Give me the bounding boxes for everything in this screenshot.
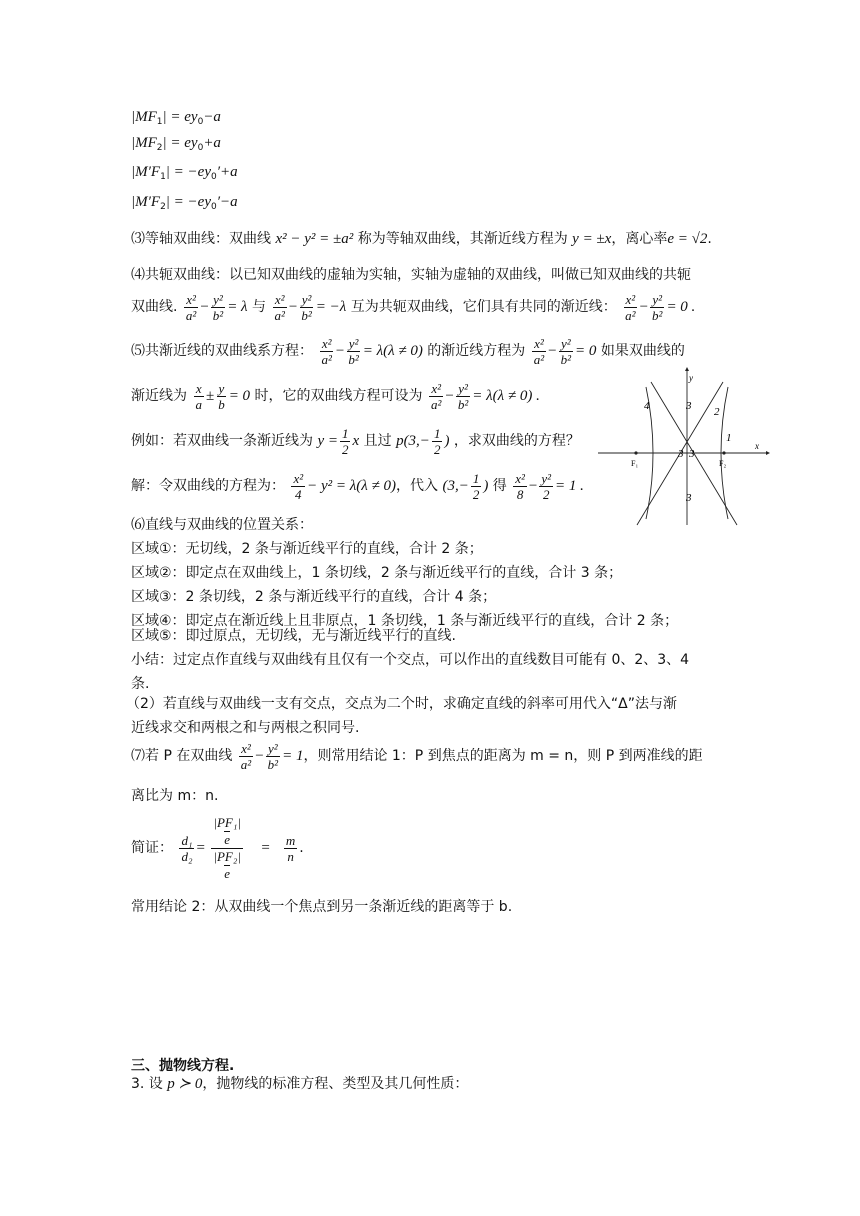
focal-formula-2: $|MF_2| = ey_0+a$ [131,135,221,153]
summary-line-2: 条. [131,676,150,692]
conjugate-line-1: ⑷共轭双曲线：以已知双曲线的虚轴为实轴，实轴为虚轴的双曲线，叫做已知双曲线的共轭 [131,267,691,283]
section-3-title: 三、抛物线方程. [131,1058,235,1074]
region-label-3-center: 3 [689,448,695,460]
compound-fraction: |PF₁| e |PF₂| e [213,814,241,881]
note-line-1: （2）若直线与双曲线一支有交点，交点为二个时，求确定直线的斜率可用代入“Δ”法与渐 [126,696,677,712]
section-6-title: ⑹直线与双曲线的位置关系： [131,517,313,533]
asymptote-family-line-2: 渐近线为 $\frac{x}{a}$ ± $\frac{y}{b}$ = 0 时，它的双曲线方程可设为 $\frac{\text{x²}}{\text{a²}}$ − $\frac{\text{y²}}{\text{b²}}$ = λ(λ ≠ 0) . [131,380,540,412]
asymptote-family-line-1: ⑸共渐近线的双曲线系方程： $\frac{\text{x²}}{\text{a²}}$ − $\frac{\text{y²}}{\text{b²}}$ = λ(λ ≠ 0) 的渐近线方程为 $\frac{\text{x²}}{\text{a²}}$ − $\frac{\text{y²}}{\text{b²}}$ = 0 如果双曲线的 [131,335,685,367]
focal-formula-4: $|M'F_2| = -ey_0'-a$ [131,194,238,212]
region-label-1: 1 [726,432,732,444]
x-axis-arrow [766,451,770,455]
proof-line: 简证： $\frac{\text{d₁}}{\text{d₂}}$ = |PF₁| e |PF₂| e = $\frac{m}{n}$ . [131,814,304,881]
focus-right-label: F₂ [719,459,727,468]
focus-left-label: F₁ [631,459,639,468]
summary-line-1: 小结：过定点作直线与双曲线有且仅有一个交点，可以作出的直线数目可能有 0、2、3、4 [131,652,690,668]
region-label-4: 4 [644,400,650,412]
y-axis-arrow [685,367,689,371]
focal-formula-3: $|M'F_1| = -ey_0'+a$ [131,164,238,182]
y-axis-label: y [689,373,693,383]
region-label-3-bottom: 3 [686,492,692,504]
hyperbola-region-figure [598,365,770,527]
region-label-2: 2 [714,406,720,418]
x-axis-label: x [755,441,759,451]
region-label-3-near: 3 [678,448,684,460]
section-3-item: 3. 设 p ≻ 0，抛物线的标准方程、类型及其几何性质： [131,1076,469,1092]
region-5-text: 区域⑤：即过原点，无切线，无与渐近线平行的直线. [131,628,456,644]
region-1-text: 区域①：无切线，2 条与渐近线平行的直线，合计 2 条； [131,541,483,557]
conclusion-2-line: 常用结论 2：从双曲线一个焦点到另一条渐近线的距离等于 b. [131,899,513,915]
region-label-3-top: 3 [686,400,692,412]
focus-right-dot [722,451,725,454]
conjugate-line-2: 双曲线. $\frac{\text{x²}}{\text{a²}}$ − $\frac{\text{y²}}{\text{b²}}$ = λ 与 $\frac{\text{x²}}{\text{a²}}$ − $\frac{\text{y²}}{\text{b²}}$ = −λ 互为共轭双曲线，它们具有共同的渐近线： $\frac{\text{x²}}{\text{a²}}$ − $\frac{\text{y²}}{\text{b²}}$ = 0 . [131,291,696,323]
equilateral-hyperbola: ⑶等轴双曲线：双曲线 x² − y² = ±a² 称为等轴双曲线，其渐近线方程为 y = ±x，离心率e = √2. [131,231,712,247]
conclusion-1-line-2: 离比为 m：n. [131,788,219,804]
focal-formula-1: $|MF_1| = ey_0-a$ [131,109,221,127]
region-2-text: 区域②：即定点在双曲线上，1 条切线，2 条与渐近线平行的直线，合计 3 条； [131,565,623,581]
focus-left-dot [634,451,637,454]
region-3-text: 区域③：2 条切线，2 条与渐近线平行的直线，合计 4 条； [131,589,497,605]
conclusion-1-line: ⑺若 P 在双曲线 $\frac{\text{x²}}{\text{a²}}$ − $\frac{\text{y²}}{\text{b²}}$ = 1，则常用结论 1：P 到焦点的距离为 m = n，则 P 到两准线的距 [131,740,703,772]
example-line: 例如：若双曲线一条渐近线为 y = $\frac{1}{2}$ x 且过 p(3,− $\frac{1}{2}$ ) ，求双曲线的方程？ [131,425,580,457]
region-4-text: 区域④：即定点在渐近线上且非原点，1 条切线，1 条与渐近线平行的直线，合计 2 条； [131,613,679,629]
solution-line: 解：令双曲线的方程为： $\frac{\text{x²}}{4}$ − y² = λ(λ ≠ 0)，代入 (3,− $\frac{1}{2}$ ) 得 $\frac{\text{x²}}{8}$ − $\frac{\text{y²}}{2}$ = 1 . [131,470,584,502]
note-line-2: 近线求交和两根之和与两根之积同号. [131,720,360,736]
